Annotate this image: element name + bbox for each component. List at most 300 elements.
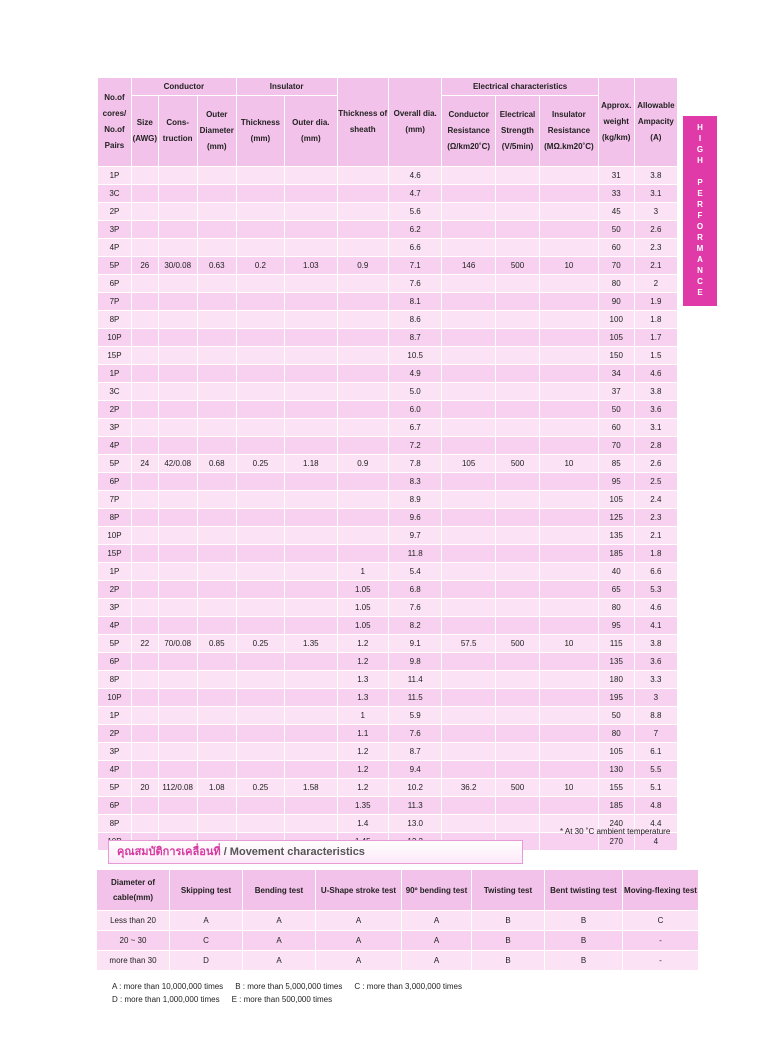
table-cell bbox=[236, 311, 284, 329]
table-cell: 7.6 bbox=[388, 725, 441, 743]
table-cell: 4.8 bbox=[634, 797, 677, 815]
table-cell: 2P bbox=[98, 581, 132, 599]
table-cell: 5.6 bbox=[388, 203, 441, 221]
table-cell: 5.3 bbox=[634, 581, 677, 599]
table-cell: 1 bbox=[337, 563, 388, 581]
legend-item: A : more than 10,000,000 times bbox=[112, 982, 224, 991]
table-cell: 50 bbox=[598, 401, 634, 419]
table-cell: 1.03 bbox=[285, 257, 337, 275]
table-cell bbox=[131, 599, 158, 617]
table-cell bbox=[236, 509, 284, 527]
table-cell bbox=[158, 707, 197, 725]
table-cell: C bbox=[623, 911, 699, 931]
table-cell: 70 bbox=[598, 257, 634, 275]
table-cell bbox=[442, 185, 495, 203]
table-cell bbox=[540, 797, 599, 815]
table-cell bbox=[442, 725, 495, 743]
spec-table bbox=[97, 77, 678, 851]
table-cell: 9.8 bbox=[388, 653, 441, 671]
table-cell bbox=[540, 329, 599, 347]
table-cell: 1.1 bbox=[337, 725, 388, 743]
table-cell bbox=[197, 599, 236, 617]
table-cell bbox=[442, 743, 495, 761]
table-cell bbox=[131, 473, 158, 491]
table-cell: 6.0 bbox=[388, 401, 441, 419]
table-cell: 0.25 bbox=[236, 779, 284, 797]
table-cell bbox=[197, 185, 236, 203]
table-cell: 135 bbox=[598, 527, 634, 545]
table-cell: 125 bbox=[598, 509, 634, 527]
table-cell: 1.05 bbox=[337, 599, 388, 617]
table-cell: 1P bbox=[98, 563, 132, 581]
table-row bbox=[98, 509, 678, 527]
header-conductor: Conductor bbox=[131, 78, 236, 96]
movement-header-cell: 90º bending test bbox=[402, 870, 472, 911]
table-cell bbox=[337, 275, 388, 293]
table-cell bbox=[337, 473, 388, 491]
table-cell: 0.2 bbox=[236, 257, 284, 275]
table-cell bbox=[495, 725, 539, 743]
table-cell: 10P bbox=[98, 329, 132, 347]
table-cell bbox=[442, 491, 495, 509]
table-cell: 1P bbox=[98, 167, 132, 185]
table-cell bbox=[131, 527, 158, 545]
table-cell: 5P bbox=[98, 455, 132, 473]
table-cell: 135 bbox=[598, 653, 634, 671]
table-cell bbox=[442, 239, 495, 257]
table-cell bbox=[442, 761, 495, 779]
table-row bbox=[98, 779, 678, 797]
table-cell: 36.2 bbox=[442, 779, 495, 797]
header-resistance: Conductor Resistance (Ω/km20˚C) bbox=[442, 96, 495, 167]
table-row bbox=[98, 329, 678, 347]
legend-line-2 bbox=[112, 993, 474, 1006]
table-cell bbox=[540, 563, 599, 581]
table-cell: 6.6 bbox=[388, 239, 441, 257]
table-cell: 10P bbox=[98, 689, 132, 707]
table-cell: 10P bbox=[98, 527, 132, 545]
table-cell: 3.8 bbox=[634, 167, 677, 185]
header-construction: Cons- truction bbox=[158, 96, 197, 167]
table-cell bbox=[131, 185, 158, 203]
table-row bbox=[98, 257, 678, 275]
table-cell bbox=[158, 203, 197, 221]
table-cell bbox=[131, 653, 158, 671]
table-cell bbox=[158, 329, 197, 347]
table-cell bbox=[236, 437, 284, 455]
table-cell bbox=[236, 527, 284, 545]
table-cell: 1P bbox=[98, 707, 132, 725]
table-cell bbox=[197, 203, 236, 221]
table-cell bbox=[236, 707, 284, 725]
table-cell bbox=[158, 527, 197, 545]
table-cell bbox=[442, 437, 495, 455]
table-cell: 2P bbox=[98, 203, 132, 221]
table-cell bbox=[495, 707, 539, 725]
table-cell bbox=[131, 293, 158, 311]
table-cell bbox=[495, 329, 539, 347]
table-cell bbox=[495, 293, 539, 311]
table-cell: 10 bbox=[540, 779, 599, 797]
table-cell bbox=[236, 167, 284, 185]
table-cell bbox=[495, 473, 539, 491]
table-cell: 1.05 bbox=[337, 581, 388, 599]
side-tab-label: HIGH PERFORMANCE bbox=[695, 123, 705, 299]
table-cell: 8.3 bbox=[388, 473, 441, 491]
table-cell bbox=[236, 275, 284, 293]
table-cell: 60 bbox=[598, 239, 634, 257]
table-cell bbox=[158, 725, 197, 743]
table-cell bbox=[495, 347, 539, 365]
table-cell bbox=[540, 311, 599, 329]
table-cell: A bbox=[316, 931, 402, 951]
table-cell bbox=[197, 509, 236, 527]
table-cell: D bbox=[170, 951, 243, 971]
table-cell bbox=[236, 203, 284, 221]
table-cell bbox=[442, 563, 495, 581]
table-cell: 2P bbox=[98, 401, 132, 419]
table-cell bbox=[236, 761, 284, 779]
table-cell: B bbox=[545, 911, 623, 931]
table-row bbox=[98, 743, 678, 761]
table-cell bbox=[442, 203, 495, 221]
table-row bbox=[98, 653, 678, 671]
table-cell: 146 bbox=[442, 257, 495, 275]
table-cell: 11.5 bbox=[388, 689, 441, 707]
table-row bbox=[98, 617, 678, 635]
spec-table-body bbox=[98, 167, 678, 851]
table-cell bbox=[285, 383, 337, 401]
table-cell: 0.9 bbox=[337, 455, 388, 473]
table-row bbox=[98, 455, 678, 473]
table-cell bbox=[236, 347, 284, 365]
table-cell bbox=[236, 725, 284, 743]
table-cell bbox=[285, 437, 337, 455]
table-cell: A bbox=[243, 931, 316, 951]
table-cell bbox=[285, 419, 337, 437]
table-cell: 1.7 bbox=[634, 329, 677, 347]
table-cell: 180 bbox=[598, 671, 634, 689]
table-cell: 8.2 bbox=[388, 617, 441, 635]
table-cell bbox=[131, 311, 158, 329]
table-cell bbox=[236, 671, 284, 689]
table-cell: 5.5 bbox=[634, 761, 677, 779]
table-cell bbox=[495, 743, 539, 761]
table-cell: 8P bbox=[98, 509, 132, 527]
table-cell bbox=[285, 275, 337, 293]
table-cell bbox=[540, 581, 599, 599]
table-cell: 70 bbox=[598, 437, 634, 455]
table-cell bbox=[442, 419, 495, 437]
table-cell: B bbox=[545, 951, 623, 971]
table-cell: 4.7 bbox=[388, 185, 441, 203]
table-cell: 80 bbox=[598, 275, 634, 293]
table-cell bbox=[285, 581, 337, 599]
table-cell bbox=[442, 581, 495, 599]
table-cell bbox=[442, 329, 495, 347]
header-overall: Overall dia. (mm) bbox=[388, 78, 441, 167]
table-cell: 31 bbox=[598, 167, 634, 185]
table-cell bbox=[285, 797, 337, 815]
table-cell bbox=[495, 221, 539, 239]
table-cell: 2P bbox=[98, 725, 132, 743]
table-cell bbox=[285, 293, 337, 311]
table-cell bbox=[442, 797, 495, 815]
table-cell: 10 bbox=[540, 455, 599, 473]
table-row bbox=[97, 911, 699, 931]
table-cell: 1.8 bbox=[634, 311, 677, 329]
table-cell bbox=[131, 581, 158, 599]
table-cell: 8P bbox=[98, 311, 132, 329]
table-cell: 1.2 bbox=[337, 743, 388, 761]
table-cell bbox=[158, 383, 197, 401]
table-cell bbox=[197, 671, 236, 689]
table-cell: 4P bbox=[98, 437, 132, 455]
table-cell: 7P bbox=[98, 293, 132, 311]
table-cell bbox=[197, 653, 236, 671]
table-cell bbox=[540, 347, 599, 365]
table-cell: 9.1 bbox=[388, 635, 441, 653]
table-cell: 3.8 bbox=[634, 383, 677, 401]
table-cell bbox=[495, 491, 539, 509]
table-cell bbox=[236, 239, 284, 257]
table-cell bbox=[495, 815, 539, 833]
table-cell: 6P bbox=[98, 797, 132, 815]
table-row bbox=[98, 311, 678, 329]
movement-header-cell: Diameter of cable(mm) bbox=[97, 870, 170, 911]
table-cell bbox=[158, 419, 197, 437]
table-cell: 6P bbox=[98, 653, 132, 671]
table-cell: 2 bbox=[634, 275, 677, 293]
table-cell bbox=[236, 329, 284, 347]
table-cell bbox=[442, 167, 495, 185]
table-cell bbox=[197, 545, 236, 563]
table-cell: 80 bbox=[598, 725, 634, 743]
header-outer-diameter: Outer Diameter (mm) bbox=[197, 96, 236, 167]
header-insulator-resistance: Insulator Resistance (MΩ.km20˚C) bbox=[540, 96, 599, 167]
table-cell bbox=[158, 599, 197, 617]
table-cell: 6.1 bbox=[634, 743, 677, 761]
table-cell: 6.7 bbox=[388, 419, 441, 437]
table-cell bbox=[442, 383, 495, 401]
table-cell bbox=[131, 671, 158, 689]
table-cell bbox=[158, 437, 197, 455]
table-row bbox=[98, 167, 678, 185]
table-cell bbox=[285, 473, 337, 491]
table-cell: 8.6 bbox=[388, 311, 441, 329]
table-cell bbox=[442, 671, 495, 689]
table-cell: 57.5 bbox=[442, 635, 495, 653]
table-cell: 7.2 bbox=[388, 437, 441, 455]
table-cell bbox=[197, 725, 236, 743]
table-cell bbox=[197, 491, 236, 509]
table-cell: 7.6 bbox=[388, 275, 441, 293]
table-cell: 3.1 bbox=[634, 185, 677, 203]
table-cell bbox=[131, 725, 158, 743]
table-cell bbox=[337, 329, 388, 347]
table-cell: 150 bbox=[598, 347, 634, 365]
table-cell: 195 bbox=[598, 689, 634, 707]
table-cell bbox=[540, 293, 599, 311]
table-cell: 1.2 bbox=[337, 653, 388, 671]
table-cell: 3C bbox=[98, 185, 132, 203]
table-cell bbox=[131, 707, 158, 725]
table-cell bbox=[337, 545, 388, 563]
table-cell bbox=[236, 581, 284, 599]
table-cell bbox=[285, 401, 337, 419]
table-cell bbox=[131, 203, 158, 221]
table-cell: 95 bbox=[598, 473, 634, 491]
table-cell bbox=[236, 797, 284, 815]
table-cell bbox=[495, 239, 539, 257]
header-ins-thickness: Thickness (mm) bbox=[236, 96, 284, 167]
table-cell: 2.1 bbox=[634, 257, 677, 275]
ambient-note: * At 30 ˚C ambient temperature bbox=[560, 827, 671, 836]
table-row bbox=[98, 689, 678, 707]
table-cell: 2.1 bbox=[634, 527, 677, 545]
table-cell bbox=[197, 797, 236, 815]
table-cell bbox=[442, 815, 495, 833]
table-cell bbox=[495, 437, 539, 455]
legend-item: C : more than 3,000,000 times bbox=[354, 982, 462, 991]
table-cell bbox=[285, 761, 337, 779]
table-cell bbox=[236, 383, 284, 401]
table-cell: 5P bbox=[98, 257, 132, 275]
table-cell bbox=[197, 707, 236, 725]
table-row bbox=[98, 239, 678, 257]
table-cell: 6.6 bbox=[634, 563, 677, 581]
table-cell bbox=[495, 797, 539, 815]
table-cell: 8.7 bbox=[388, 743, 441, 761]
movement-header-cell: U-Shape stroke test bbox=[316, 870, 402, 911]
table-cell: 112/0.08 bbox=[158, 779, 197, 797]
movement-header-cell: Twisting test bbox=[472, 870, 545, 911]
table-cell: 5P bbox=[98, 779, 132, 797]
table-cell bbox=[158, 815, 197, 833]
table-cell bbox=[495, 185, 539, 203]
table-row bbox=[98, 581, 678, 599]
table-row bbox=[98, 563, 678, 581]
table-cell bbox=[442, 347, 495, 365]
table-cell: 8.7 bbox=[388, 329, 441, 347]
table-cell bbox=[442, 293, 495, 311]
table-cell: 3 bbox=[634, 689, 677, 707]
table-cell: 1.35 bbox=[337, 797, 388, 815]
table-cell bbox=[285, 221, 337, 239]
header-size: Size (AWG) bbox=[131, 96, 158, 167]
table-row bbox=[98, 185, 678, 203]
table-row bbox=[98, 707, 678, 725]
table-cell bbox=[337, 347, 388, 365]
table-cell bbox=[285, 689, 337, 707]
header-insulator: Insulator bbox=[236, 78, 337, 96]
movement-table-body bbox=[97, 911, 699, 971]
table-cell: 37 bbox=[598, 383, 634, 401]
table-cell: 34 bbox=[598, 365, 634, 383]
table-cell: 33 bbox=[598, 185, 634, 203]
table-cell bbox=[158, 275, 197, 293]
table-row bbox=[98, 275, 678, 293]
table-cell: 15P bbox=[98, 545, 132, 563]
table-cell: 0.85 bbox=[197, 635, 236, 653]
table-cell bbox=[442, 365, 495, 383]
table-cell: 6P bbox=[98, 473, 132, 491]
table-cell: 11.8 bbox=[388, 545, 441, 563]
table-cell bbox=[285, 239, 337, 257]
table-cell: 11.4 bbox=[388, 671, 441, 689]
table-cell: 1.2 bbox=[337, 635, 388, 653]
table-cell bbox=[197, 221, 236, 239]
table-row bbox=[98, 599, 678, 617]
table-cell bbox=[285, 707, 337, 725]
table-cell: A bbox=[402, 911, 472, 931]
table-cell bbox=[495, 761, 539, 779]
table-cell: 105 bbox=[442, 455, 495, 473]
table-cell bbox=[337, 221, 388, 239]
table-cell: 4.9 bbox=[388, 365, 441, 383]
table-cell bbox=[442, 527, 495, 545]
table-cell bbox=[442, 311, 495, 329]
table-cell: 8.9 bbox=[388, 491, 441, 509]
table-cell: 270 bbox=[598, 833, 634, 851]
table-cell bbox=[442, 221, 495, 239]
table-cell: 7P bbox=[98, 491, 132, 509]
table-cell bbox=[540, 239, 599, 257]
table-cell: 9.6 bbox=[388, 509, 441, 527]
table-cell bbox=[158, 653, 197, 671]
table-cell: A bbox=[170, 911, 243, 931]
movement-title-eng: / Movement characteristics bbox=[220, 846, 365, 858]
table-cell bbox=[197, 563, 236, 581]
table-cell: 500 bbox=[495, 779, 539, 797]
table-cell bbox=[540, 401, 599, 419]
movement-header-cell: Bent twisting test bbox=[545, 870, 623, 911]
table-cell bbox=[337, 527, 388, 545]
table-cell bbox=[540, 203, 599, 221]
table-cell: 20 bbox=[131, 779, 158, 797]
table-cell bbox=[285, 815, 337, 833]
table-cell: 40 bbox=[598, 563, 634, 581]
table-cell bbox=[337, 509, 388, 527]
table-row bbox=[98, 293, 678, 311]
table-cell: 50 bbox=[598, 707, 634, 725]
table-cell: 2.4 bbox=[634, 491, 677, 509]
table-cell bbox=[540, 275, 599, 293]
table-cell bbox=[197, 401, 236, 419]
table-cell: A bbox=[316, 911, 402, 931]
table-row bbox=[98, 635, 678, 653]
table-cell: 1.3 bbox=[337, 689, 388, 707]
table-cell bbox=[495, 563, 539, 581]
table-cell bbox=[495, 419, 539, 437]
table-cell: 0.25 bbox=[236, 635, 284, 653]
table-cell: 1.58 bbox=[285, 779, 337, 797]
table-cell: B bbox=[472, 951, 545, 971]
table-cell bbox=[158, 365, 197, 383]
table-cell: 500 bbox=[495, 455, 539, 473]
table-cell: 70/0.08 bbox=[158, 635, 197, 653]
legend bbox=[112, 980, 474, 1006]
table-cell bbox=[540, 185, 599, 203]
table-cell bbox=[442, 401, 495, 419]
table-cell: 3.1 bbox=[634, 419, 677, 437]
table-cell: 100 bbox=[598, 311, 634, 329]
table-cell: 8.1 bbox=[388, 293, 441, 311]
table-cell bbox=[495, 401, 539, 419]
table-row bbox=[98, 797, 678, 815]
legend-item: E : more than 500,000 times bbox=[231, 995, 333, 1004]
table-cell: 6.8 bbox=[388, 581, 441, 599]
